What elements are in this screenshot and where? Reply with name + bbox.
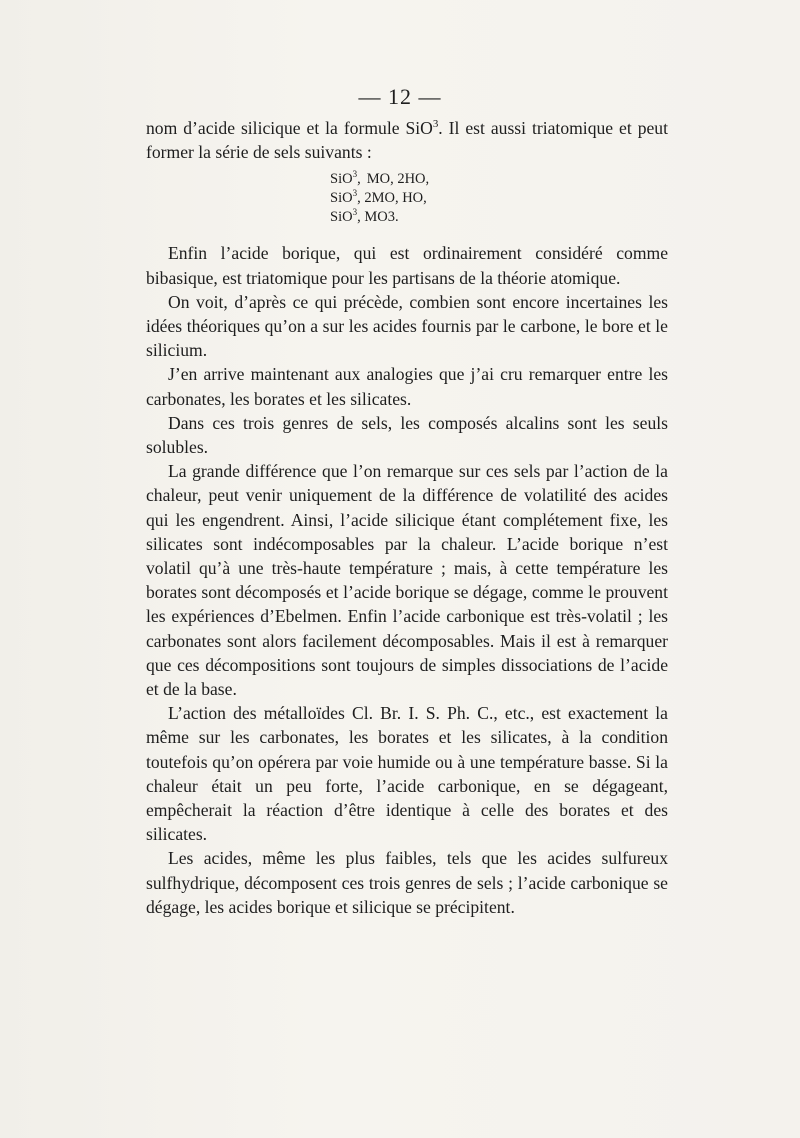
intro-text-continued: . Il est aussi triatomique et peut former la série de sels suivants :	[146, 118, 668, 163]
intro-paragraph	[146, 116, 668, 164]
formula-rest: MO, 2HO,	[366, 171, 430, 188]
formula-superscript: 3	[352, 188, 358, 199]
paragraph: Enfin l’acide borique, qui est ordinairement considéré comme bibasique, est triatomique pour les partisans de la théorie atomique.	[146, 243, 668, 288]
formula-base: SiO	[330, 190, 353, 207]
formula-base: SiO	[330, 209, 353, 226]
formula-list	[330, 170, 668, 227]
paragraph: J’en arrive maintenant aux analogies que j’ai cru remarquer entre les carbonates, les borates et les silicates.	[146, 364, 668, 409]
paragraph: Les acides, même les plus faibles, tels que les acides sulfureux sulfhydrique, décomposent ces trois genres de sels ; l’acide carbonique se dégage, les acides borique et silicique se précipitent.	[146, 848, 668, 917]
formula-rest: 2MO, HO,	[364, 190, 427, 207]
formula-superscript: 3	[352, 169, 358, 180]
paragraph: La grande différence que l’on remarque sur ces sels par l’action de la chaleur, peut venir uniquement de la différence de volatilité des acides qui les engendrent. Ainsi, l’acide silicique étant complétement fixe, les silicates sont indécomposables par la chaleur. L’acide borique n’est volatil qu’à une très-haute température ; mais, à cette température les borates sont décomposés et l’acide borique se dégage, comme le prouvent les expériences d’Ebelmen. Enfin l’acide carbonique est très-volatil ; les carbonates sont alors facilement décomposables. Mais il est à remarquer que ces décompositions sont toujours de simples dissociations de l’acide et de la base.	[146, 461, 668, 700]
intro-text: nom d’acide silicique et la formule SiO	[146, 118, 433, 138]
paragraph: On voit, d’après ce qui précède, combien sont encore incertaines les idées théoriques qu’on a sur les acides fournis par le carbone, le bore et le silicium.	[146, 291, 668, 361]
paragraph: L’action des métalloïdes Cl. Br. I. S. Ph. C., etc., est exactement la même sur les carbonates, les borates et les silicates, à la condition toutefois qu’on opérera par voie humide ou à une température basse. Si la chaleur était un peu forte, l’acide carbonique, en se dégageant, empêcherait la réaction d’être identique à celle des borates et des silicates.	[146, 703, 668, 845]
formula-rest: MO3.	[364, 209, 399, 226]
page-number: — 12 —	[358, 84, 442, 109]
paragraph: Dans ces trois genres de sels, les composés alcalins sont les seuls solubles.	[146, 412, 668, 458]
intro-superscript: 3	[432, 118, 439, 131]
formula-superscript: 3	[352, 207, 358, 218]
formula-line: SiO$^3$, MO, 2HO,	[330, 169, 430, 188]
body-text	[146, 116, 668, 919]
formula-line: SiO$^3$, MO3.	[330, 207, 399, 226]
formula-line: SiO$^3$, 2MO, HO,	[330, 188, 427, 207]
formula-base: SiO	[330, 171, 353, 188]
